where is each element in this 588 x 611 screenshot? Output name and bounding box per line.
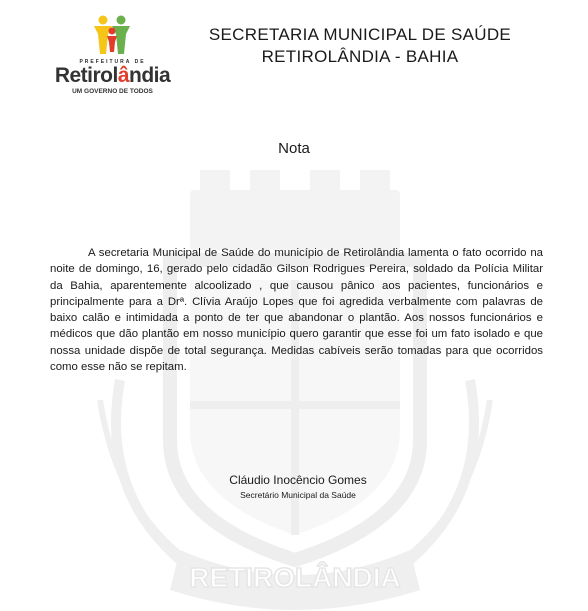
logo-city-name bbox=[50, 64, 175, 88]
coat-of-arms-watermark bbox=[60, 150, 530, 611]
logo-name-accent: â bbox=[117, 64, 130, 87]
logo-name-part2: ndia bbox=[129, 64, 171, 87]
logo-slogan: UM GOVERNO DE TODOS bbox=[72, 88, 153, 95]
retirolandia-logo bbox=[50, 14, 175, 94]
header-city: RETIROLÂNDIA - BAHIA bbox=[261, 47, 459, 66]
header-secretaria: SECRETARIA MUNICIPAL DE SAÚDE bbox=[208, 25, 512, 44]
document-body bbox=[50, 245, 543, 375]
logo-emblem-icon bbox=[88, 14, 136, 58]
signature-block bbox=[0, 473, 588, 500]
letterhead bbox=[190, 24, 530, 68]
document-title: Nota bbox=[278, 140, 310, 157]
document-body-text: A secretaria Municipal de Saúde do município de Retirolândia lamenta o fato ocorrido na noite de domingo, 16, gerado pelo cidadão Gilson Rodrigues Pereira, soldado da Polícia Militar da Bahia, aparentemente alcoolizado , que causou pânico aos pacientes, funcionários e principalmente para a Drª. Clívia Araújo Lopes que foi agredida verbalmente com palavras de baixo calão e intimidada a ponto de ter que abandonar o plantão. Aos nossos funcionários e médicos que dão plantão em nosso município quero garantir que esse foi um fato isolado e que nossa unidade dispõe de total segurança. Medidas cabíveis serão tomadas para que ocorridos como esse não se repitam. bbox=[50, 247, 543, 374]
logo-name-part1: Retirol bbox=[54, 64, 118, 87]
signature-name: Cláudio Inocêncio Gomes bbox=[229, 473, 367, 487]
logo-prefeitura-label: PREFEITURA DE bbox=[79, 59, 146, 65]
watermark-text: RETIROLÂNDIA bbox=[189, 562, 401, 593]
signature-role: Secretário Municipal da Saúde bbox=[240, 490, 356, 500]
